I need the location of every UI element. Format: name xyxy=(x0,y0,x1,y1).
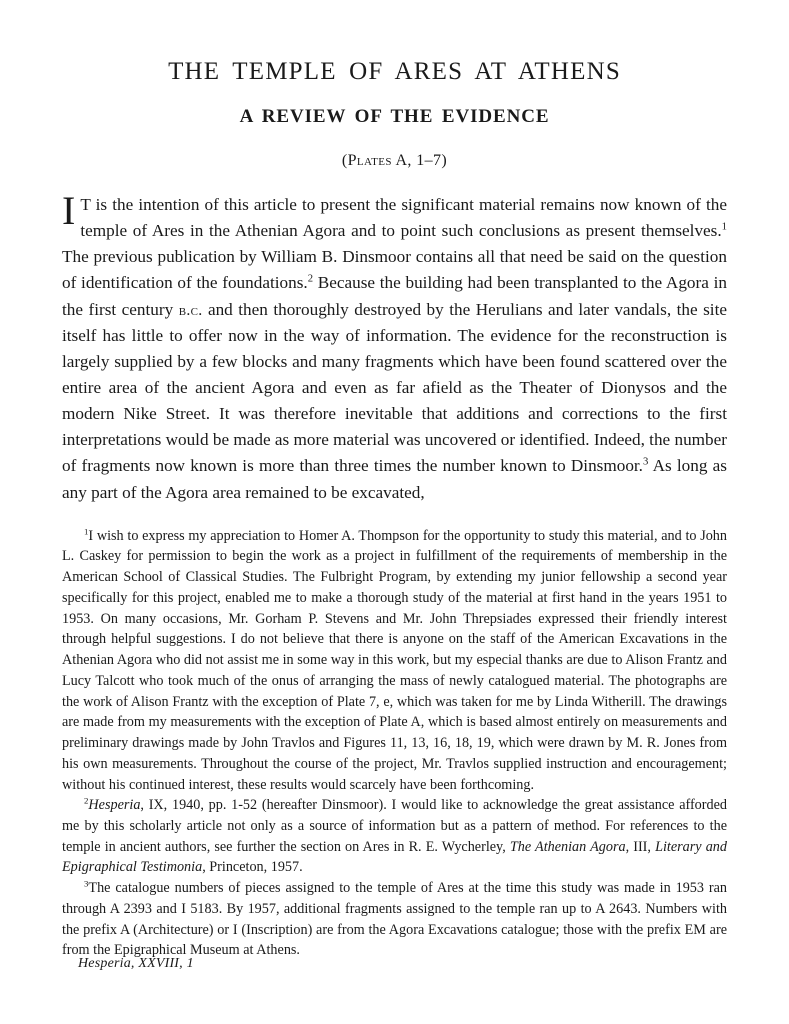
footnote-ref-1[interactable]: 1 xyxy=(721,221,727,233)
paragraph-seg-3: Because the building had been transplanted to the Agora in the first century xyxy=(62,273,727,319)
drop-cap: I xyxy=(62,188,76,233)
footnote-2-seg-6: , Princeton, 1957. xyxy=(202,859,303,876)
plates-line xyxy=(62,152,727,170)
paragraph-seg-5: As long as any part of the Agora area remained to be excavated, xyxy=(62,456,727,502)
footnote-3-text: The catalogue numbers of pieces assigned to the temple of Ares at the time this study was made in 1953 ran through A 2393 and I 5183. By 1957, additional fragments assigned to the temple ran up to A 2643. Numbers with the prefix A (Architecture) or I (Inscription) are from the Agora Excavations catalogue; those with the prefix EM are from the Epigraphical Museum at Athens. xyxy=(62,880,727,959)
plates-open-paren: ( xyxy=(341,152,348,169)
plates-value: A, 1–7) xyxy=(391,152,448,169)
footnote-ref-3[interactable]: 3 xyxy=(642,456,649,468)
footnote-2-volume-title: Literary and Epigraphical Testimonia xyxy=(62,838,727,876)
footnote-1-text: I wish to express my appreciation to Homer A. Thompson for the opportunity to study this material, and to John L. Caskey for permission to begin the work as a project in fulfillment of the requirements of membership in the American School of Classical Studies. The Fulbright Program, by extending my junior fellowship a second year specifically for this project, enabled me to make a thorough study of the material at first hand in the years 1951 to 1953. On many occasions, Mr. Gorham P. Stevens and Mr. John Threpsiades expressed their friendly interest through helpful suggestions. I do not believe that there is anyone on the staff of the American Excavations in the Athenian Agora who did not assist me in some way in this work, but my especial thanks are due to Alison Frantz and Lucy Talcott who took much of the onus of arranging the mass of newly catalogued material. The photographs are the work of Alison Frantz with the exception of Plate 7, e, which was taken for me by Linda Witherill. The drawings are made from my measurements with the exception of Plate A, which is based almost entirely on measurements and preliminary drawings made by John Travlos and Figures 11, 13, 16, 18, 19, which were drawn by M. R. Jones from his own measurements. Throughout the course of the project, Mr. Travlos supplied instruction and encouragement; without his continued interest, these results would scarcely have been forthcoming. xyxy=(62,527,727,793)
main-paragraph xyxy=(62,188,727,506)
era-abbreviation: b.c. xyxy=(178,301,203,319)
footnote-ref-2[interactable]: 2 xyxy=(307,273,314,285)
paragraph-seg-2: The previous publication by William B. Dinsmoor contains all that need be said on the question of identification of the foundations. xyxy=(62,247,727,293)
footnote-2-seg-2: , IX, 1940, pp. 1-52 (hereafter Dinsmoor). I would like to acknowledge the great assistance afforded me by this scholarly article not only as a source of information but as a pattern of method. For references to the temple in ancient authors, see further the section on Ares in R. E. Wycherley, xyxy=(62,797,727,855)
footnote-2 xyxy=(62,795,727,878)
plates-label: Plates xyxy=(347,152,392,169)
footnote-marker-2: 2 xyxy=(84,795,89,806)
footnote-3 xyxy=(62,878,727,961)
footnote-marker-3: 3 xyxy=(84,878,89,889)
paragraph-seg-1: T is the intention of this article to present the significant material remains now known of the temple of Ares in the Athenian Agora and to point such conclusions as present themselves. xyxy=(80,195,727,241)
page-footer: Hesperia, XXVIII, 1 xyxy=(78,956,194,971)
footnote-2-seg-4: , III, xyxy=(625,838,656,855)
paragraph-seg-4: and then thoroughly destroyed by the Herulians and later vandals, the site itself has little to offer now in the way of information. The evidence for the reconstruction is largely supplied by a few blocks and many fragments which have been found scattered over the entire area of the ancient Agora and even as far afield as the Theater of Dionysos and the modern Nike Street. It was therefore inevitable that additions and corrections to the first interpretations would be made as more material was uncovered or identified. Indeed, the number of fragments now known is more than three times the number known to Dinsmoor. xyxy=(62,299,727,476)
footnotes-section xyxy=(62,526,727,961)
footnote-1 xyxy=(62,526,727,796)
footnote-2-book-title: The Athenian Agora xyxy=(509,838,626,855)
page-subtitle: A REVIEW OF THE EVIDENCE xyxy=(239,106,550,127)
footnote-marker-1: 1 xyxy=(84,525,89,536)
page-title: THE TEMPLE OF ARES AT ATHENS xyxy=(168,58,621,85)
footnote-2-journal: Hesperia xyxy=(88,797,141,814)
